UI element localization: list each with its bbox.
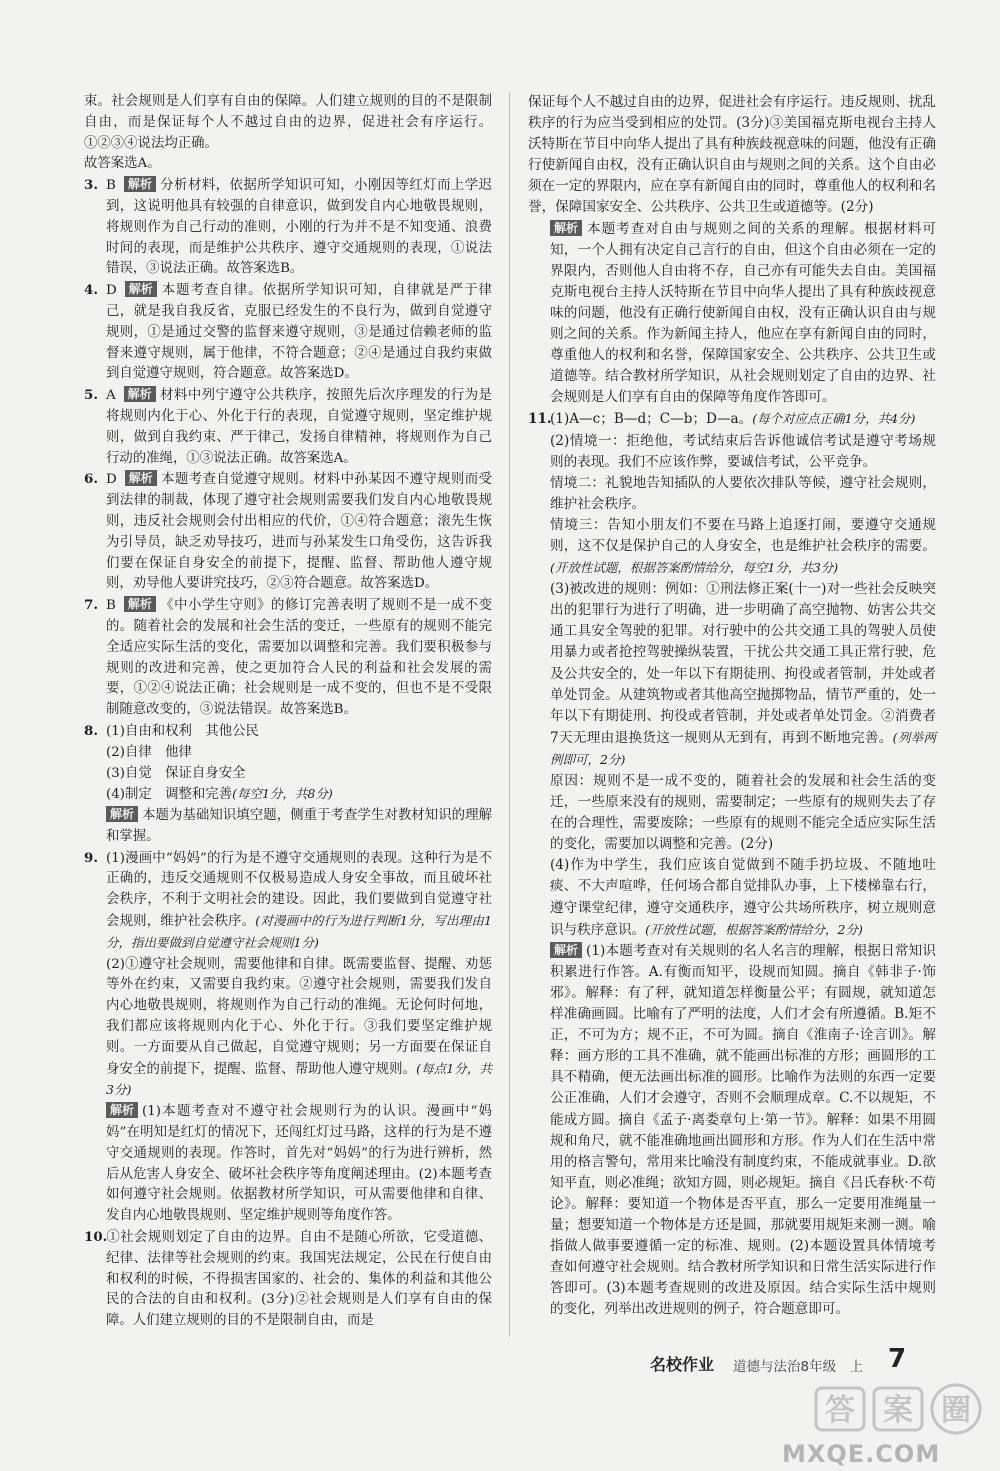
paragraph-text: 分析材料，依据所学知识可知，小刚因等红灯而上学迟到，这说明他具有较强的自律意识，做到发自内心地敬畏规则，将规则作为自己行动的准则，小刚的行为并不是不知变通、浪费时间的表现，而是维护公共秩序、遵守交通规则的表现，①说法错误，③说法正确。故答案选B。	[106, 178, 492, 277]
scoring-note: (每空1分，共8分)	[232, 786, 333, 802]
sub-answer	[528, 855, 936, 940]
analysis-label: 解析	[125, 470, 157, 486]
analysis-label: 解析	[550, 942, 582, 958]
sub-answer	[528, 473, 936, 515]
sub-answer	[528, 771, 936, 855]
watermark-logo-icon	[812, 1380, 988, 1438]
answer-letter: D	[106, 472, 117, 488]
subject-label: 道德与法治8年级 上	[733, 1359, 864, 1375]
answer-letter: A	[106, 388, 116, 404]
scoring-note: (对漫画中的行为进行判断1分，写出理由1分，指出要做到自觉遵守社会规则1分)	[106, 913, 492, 950]
question-answer	[84, 721, 492, 743]
paragraph-text: 故答案选A。	[84, 156, 161, 172]
column-divider	[509, 92, 510, 1337]
paragraph-text: 本题考查自律。依据所学知识可知，自律就是严于律己，就是我自我反省，克服已经发生的不良行为，做到自觉遵守规则，①是通过交警的监督来遵守规则，③是通过信赖老师的监督来遵守规则，属于他律，不符合题意；②④是通过自我约束做到自觉遵守规则，符合题意。故答案选D。	[106, 283, 492, 382]
scoring-note: (每个对应点正确1分，共4分)	[752, 411, 916, 427]
sub-answer	[84, 784, 492, 806]
paragraph-text: 情境二：礼貌地告知插队的人要依次排队等候，遵守社会规则，维护社会秩序。	[550, 474, 936, 512]
continued-text	[84, 154, 492, 175]
question-number: 9.	[84, 849, 98, 866]
question-answer	[84, 595, 492, 721]
explanation-paragraph	[84, 806, 492, 848]
sub-answer	[528, 431, 936, 473]
analysis-label: 解析	[124, 596, 156, 612]
analysis-label: 解析	[106, 806, 138, 822]
analysis-label: 解析	[106, 1102, 138, 1118]
analysis-label: 解析	[550, 220, 582, 236]
scoring-note: (列举两例即可，2分)	[550, 729, 936, 767]
sub-answer	[528, 515, 936, 579]
paragraph-text: 《中小学生守则》的修订完善表明了规则不是一成不变的。随着社会的发展和社会生活的变迁，一些原有的规则不能完全适应实际生活的变化，需要加以调整和完善。我们要积极参与规则的改进和完善，使之更加符合人民的利益和社会发展的需要，①②④说法正确；社会规则是一成不变的，但也不是不受限制随意改变的，③说法错误。故答案选B。	[106, 598, 492, 718]
analysis-label: 解析	[124, 386, 156, 402]
paragraph-text: ①社会规则划定了自由的边界。自由不是随心所欲，它受道德、纪律、法律等社会规则的约束。我国宪法规定，公民在行使自由和权利的时候，不得损害国家的、社会的、集体的利益和其他公民的合法的自由和权利。(3分)②社会规则是人们享有自由的保障。人们建立规则的目的不是限制自由，而是	[106, 1230, 492, 1329]
book-title: 名校作业	[650, 1355, 715, 1374]
answer-letter: B	[106, 598, 116, 614]
question-answer	[528, 408, 936, 430]
paragraph-text: 本题考查自觉遵守规则。材料中孙某因不遵守规则而受到法律的制裁，体现了遵守社会规则需要我们发自内心地敬畏规则，违反社会规则会付出相应的代价，①④符合题意；滚先生恢为引导员，缺乏劝导技巧，进而与孙某发生口角受伤，这告诉我们要在保证自身安全的前提下，提醒、监督、帮助他人遵守规则，劝导他人要讲究技巧，②③符合题意。故答案选D。	[106, 472, 492, 592]
question-number: 10.	[84, 1229, 108, 1246]
explanation-paragraph	[528, 219, 936, 409]
paragraph-text: (1)本题考查对有关规则的名人名言的理解，根据日常知识积累进行作答。A.有衡而知平，设规而知圆。摘自《韩非子·饰邪》。解释：有了秤，就知道怎样衡量公平；有圆规，就知道怎样准确画圆。比喻有了严明的法度，人们才会有所遵循。B.矩不正，不可为方；规不正，不可为圆。摘自《淮南子·诠言训》。解释：画方形的工具不准确，就不能画出标准的方形；画圆形的工具不精确，便无法画出标准的圆形。比喻作为法则的东西一定要公正准确，人们才会遵守，否则不会顺理成章。C.不以规矩，不能成方圆。摘自《孟子·离娄章句上·第一节》。解释：如果不用圆规和角尺，就不能准确地画出圆形和方形。作为人们在生活中常用的格言警句，常用来比喻没有制度约束，不能成就事业。D.欲知平直，则必准绳；欲知方圆，则必规矩。摘自《吕氏春秋·不苟论》。解释：要知道一个物体是否平直，那么一定要用准绳量一量；想要知道一个物体是方还是圆，那就要用规矩来测一测。喻指做人做事要遵循一定的标准、规则。(2)本题设置具体情境考查如何遵守社会规则。结合教材所学知识和日常生活实际进行作答即可。(3)本题考查规则的改进及原因。结合实际生活中规则的变化，列举出改进规则的例子，符合题意即可。	[550, 942, 936, 1318]
paragraph-text: (3)自觉 保证自身安全	[106, 765, 246, 781]
paragraph-text: 束。社会规则是人们享有自由的保障。人们建立规则的目的不是限制自由，而是保证每个人不越过自由的边界，促进社会有序运行。①②③④说法均正确。	[84, 94, 492, 151]
paragraph-text: 本题考查对自由与规则之间的关系的理解。根据材料可知，一个人拥有决定自己言行的自由，但这个自由必须在一定的界限内，否则他人自由将不存，自己亦有可能失去自由。美国福克斯电视台主持人沃特斯在节目中向华人提出了具有种族歧视意味的问题，他没有正确行使新闻自由权，没有正确认识自由与规则之间的关系。作为新闻主持人，他应在享有新闻自由的同时，尊重他人的权利和名誉，保障国家安全、公共秩序、公共卫生或道德等。结合教材所学知识，从社会规则划定了自由的边界、社会规则是人们享有自由的保障等角度作答即可。	[550, 220, 936, 406]
scoring-note: (每点1分，共3分)	[106, 1060, 492, 1098]
paragraph-text: (2)情境一：拒绝他，考试结束后告诉他诚信考试是遵守考场规则的表现。我们不应该作弊，要诚信考试，公平竞争。	[550, 432, 936, 470]
paragraph-text: 保证每个人不越过自由的边界，促进社会有序运行。违反规则、扰乱秩序的行为应当受到相应的处罚。(3分)③美国福克斯电视台主持人沃特斯在节目中向华人提出了具有种族歧视意味的问题，他没有正确行使新闻自由权，没有正确认识自由与规则之间的关系。这个自由必须在一定的界限内，应在享有新闻自由的同时，尊重他人的权利和名誉，保障国家安全、公共秩序、公共卫生或道德等。(2分)	[528, 94, 936, 216]
question-number: 6.	[84, 471, 98, 488]
answer-letter: D	[106, 283, 117, 299]
sub-answer	[84, 764, 492, 785]
analysis-label: 解析	[125, 281, 157, 297]
continued-text	[84, 92, 492, 154]
page-number: 7	[888, 1344, 907, 1374]
question-number: 8.	[84, 722, 98, 739]
svg-text:答: 答	[825, 1393, 855, 1428]
paragraph-text: (4)制定 调整和完善	[106, 787, 233, 803]
paragraph-text: 原因：规则不是一成不变的，随着社会的发展和社会生活的变迁，一些原来没有的规则，需要制定；一些原有的规则失去了存在的合理性，需要废除；一些原有的规则不能完全适应实际生活的变化，需要加以调整和完善。(2分)	[550, 773, 936, 853]
question-number: 11.	[528, 411, 552, 428]
analysis-label: 解析	[124, 176, 156, 192]
sub-answer	[528, 579, 936, 771]
question-answer	[84, 280, 492, 385]
scoring-note: (开放性试题，根据答案酌情给分，2分)	[645, 921, 863, 937]
watermark-url: MXQE.COM	[782, 1440, 941, 1468]
question-number: 7.	[84, 597, 98, 614]
question-answer	[84, 848, 492, 955]
question-answer	[84, 1227, 492, 1332]
explanation-paragraph	[84, 1102, 492, 1227]
paragraph-text: (3)被改进的规则：例如：①刑法修正案(十一)对一些社会反映突出的犯罪行为进行了明确，进一步明确了高空抛物、妨害公共交通工具安全驾驶的犯罪。对行驶中的公共交通工具的驾驶人员使用暴力或者抢控驾驶操纵装置，干扰公共交通工具正常行驶，危及公共安全的，处一年以下有期徒刑、拘役或者管制，并处或者单处罚金。从建筑物或者其他高空抛掷物品，情节严重的，处一年以下有期徒刑、拘役或者管制，并处或者单处罚金。②消费者7天无理由退换货这一规则从无到有，再到不断地完善。	[550, 581, 936, 746]
question-answer	[84, 175, 492, 280]
sub-answer	[84, 955, 492, 1103]
paragraph-text: 情境三：告知小朋友们不要在马路上追逐打闹，要遵守交通规则，这不仅是保护自己的人身安全，也是维护社会秩序的需要。	[550, 516, 936, 554]
question-number: 3.	[84, 177, 98, 194]
paragraph-text: (2)①遵守社会规则，需要他律和自律。既需要监督、提醒、劝惩等外在约束，又需要自我约束。②遵守社会规则，需要我们发自内心地敬畏规则，将规则作为自己行动的准绳。无论何时何地，我们都应该将规则内化于心、外化于行。③我们要坚定维护规则。一方面要从自己做起，自觉遵守规则；另一方面要在保证自身安全的前提下，提醒、监督、帮助他人遵守规则。	[106, 956, 492, 1077]
question-answer	[84, 385, 492, 469]
question-number: 5.	[84, 387, 98, 404]
paragraph-text: (1)本题考查对不遵守社会规则行为的认识。漫画中“妈妈”在明知是红灯的情况下，还闯红灯过马路，这样的行为是不遵守交通规则的表现。作答时，首先对“妈妈”的行为进行辨析，然后从危害人身安全、破坏社会秩序等角度阐述理由。(2)本题考查如何遵守社会规则。依据教材所学知识，可从需要他律和自律、发自内心地敬畏规则、坚定维护规则等角度作答。	[106, 1104, 492, 1224]
answer-letter: B	[106, 178, 116, 194]
paragraph-text: (4)作为中学生，我们应该自觉做到不随手扔垃圾、不随地吐痰、不大声喧哗，任何场合都自觉排队办事，上下楼梯靠右行，遵守课堂纪律，遵守交通秩序，遵守公共场所秩序，树立规则意识与秩序意识。	[550, 857, 936, 938]
sub-answer	[84, 743, 492, 764]
paragraph-text: (1)自由和权利 其他公民	[106, 723, 259, 739]
continued-text	[528, 92, 936, 219]
paragraph-text: (1)漫画中“妈妈”的行为是不遵守交通规则的表现。这种行为是不正确的，违反交通规则不仅极易造成人身安全事故，而且破坏社会秩序，不利于文明社会的建设。因此，我们要做到自觉遵守社会规则，维护社会秩序。	[106, 850, 492, 930]
scoring-note: (开放性试题，根据答案酌情给分，每空1分，共3分)	[550, 560, 839, 576]
paragraph-text: (2)自律 他律	[106, 744, 192, 760]
svg-text:圈: 圈	[941, 1393, 971, 1428]
explanation-paragraph	[528, 941, 936, 1321]
left-column	[84, 92, 492, 1332]
paragraph-text: (1)A—c；B—d；C—b；D—a。	[550, 411, 753, 428]
question-answer	[84, 469, 492, 595]
svg-text:案: 案	[883, 1393, 913, 1428]
paragraph-text: 材料中列宁遵守公共秩序，按照先后次序理发的行为是将规则内化于心、外化于行的表现，自觉遵守规则，坚定维护规则，做到自我约束、严于律己，发扬自律精神，将规则作为自己行动的准绳，①③说法正确。故答案选A。	[106, 388, 492, 466]
right-column	[528, 92, 936, 1320]
question-number: 4.	[84, 282, 98, 299]
paragraph-text: 本题为基础知识填空题，侧重于考查学生对教材知识的理解和掌握。	[106, 808, 492, 844]
